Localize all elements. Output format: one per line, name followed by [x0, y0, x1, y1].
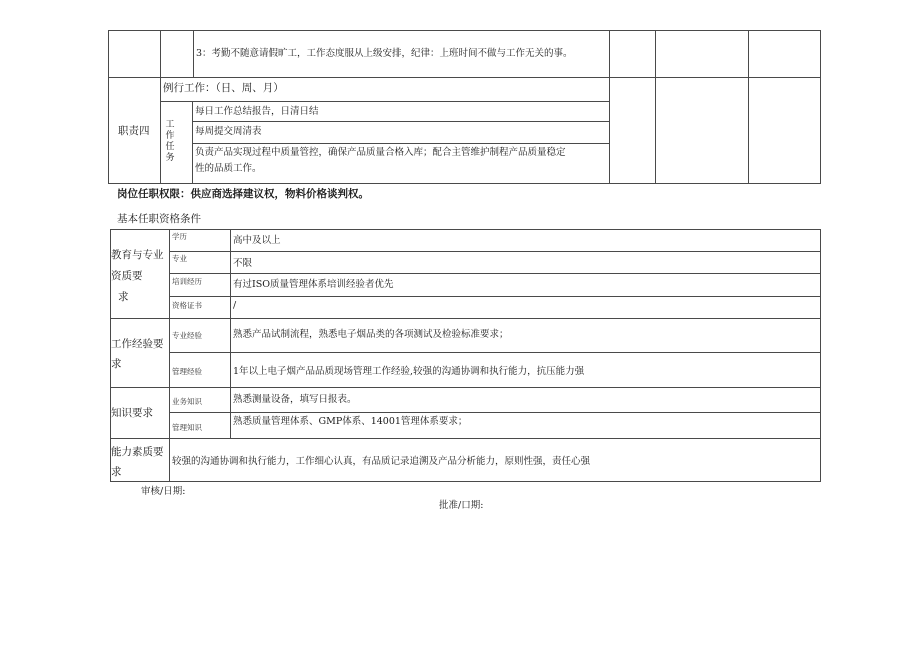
ability-label-line-2: 求 [111, 466, 122, 478]
edu-row-value: 高中及以上 [233, 235, 281, 246]
know-row-label: 管理知识 [172, 423, 202, 432]
task-2: 每周提交周清表 [195, 126, 262, 137]
task-3-continued: 性的品质工作。 [195, 163, 262, 174]
edu-row-label: 学历 [172, 232, 187, 241]
exp-row-label: 专业经验 [172, 331, 202, 340]
review-date-label: 审核/日期: [141, 486, 186, 497]
edu-row-value: / [233, 300, 237, 311]
edu-divider-3 [169, 296, 821, 297]
duty-col-line-1 [160, 30, 161, 184]
knowledge-label: 知识要求 [111, 407, 153, 419]
qualification-frame [110, 229, 821, 482]
know-divider [169, 412, 821, 413]
edu-divider-2 [169, 273, 821, 274]
group-divider-3 [110, 438, 821, 439]
exp-divider [169, 352, 821, 353]
duty-col-line-4 [655, 30, 656, 184]
experience-label-line-1: 工作经验要 [111, 338, 164, 350]
education-label-line-2: 资质要 [111, 270, 143, 282]
edu-row-value: 不限 [233, 258, 253, 269]
task-divider-1 [192, 121, 609, 122]
task-label: 工作任务 [165, 120, 175, 163]
task-1: 每日工作总结报告，日清日结 [195, 106, 319, 117]
duty-row-divider [108, 77, 821, 78]
duty-col-line-3 [609, 30, 610, 184]
group-divider-1 [110, 318, 821, 319]
routine-divider [160, 101, 609, 102]
duty-col-line-5 [748, 30, 749, 184]
task-divider-2 [192, 143, 609, 144]
exp-row-value: 熟悉产品试制流程，熟悉电子烟品类的各项测试及检验标准要求； [233, 329, 509, 340]
ability-label-line-1: 能力素质要 [111, 446, 164, 458]
experience-label-line-2: 求 [111, 358, 122, 370]
know-row-label: 业务知识 [172, 397, 202, 406]
edu-row-value: 有过ISO质量管理体系培训经验者优先 [233, 279, 394, 290]
approve-date-label: 批准/口期: [439, 500, 484, 511]
group-divider-2 [110, 387, 821, 388]
ability-value: 较强的沟通协调和执行能力，工作细心认真，有品质记录追溯及产品分析能力，原则性强，责任心强 [172, 456, 591, 467]
exp-row-value: 1年以上电子烟产品品质现场管理工作经验,较强的沟通协调和执行能力，抗压能力强 [233, 366, 585, 377]
label-col-line [169, 229, 170, 482]
edu-row-label: 培训经历 [172, 277, 202, 286]
education-label-line-3: 求 [118, 291, 129, 303]
authority-text: 岗位任职权限：供应商选择建议权，物料价格谈判权。 [117, 188, 369, 200]
task-3: 负责产品实现过程中质量管控，确保产品质量合格入库；配合主管维护制程产品质量稳定 [195, 147, 566, 158]
exp-row-label: 管理经验 [172, 367, 202, 376]
duty-item-3: 3：考勤不随意请假旷工，工作态度服从上级安排，纪律：上班时间不做与工作无关的事。 [196, 48, 573, 59]
know-row-value: 熟悉测量设备，填写日报表。 [233, 394, 357, 405]
education-label-line-1: 教育与专业 [111, 249, 164, 261]
edu-row-label: 专业 [172, 254, 187, 263]
duty-col-line-2 [193, 30, 194, 77]
edu-row-label: 资格证书 [172, 301, 202, 310]
routine-label: 例行工作：（日、周、月） [163, 82, 284, 94]
sublabel-col-line [230, 229, 231, 438]
qualification-title: 基本任职资格条件 [117, 213, 201, 225]
duty4-label: 职责四 [118, 125, 150, 137]
know-row-value: 熟悉质量管理体系、GMP体系、14001管理体系要求； [233, 416, 468, 427]
edu-divider-1 [169, 251, 821, 252]
